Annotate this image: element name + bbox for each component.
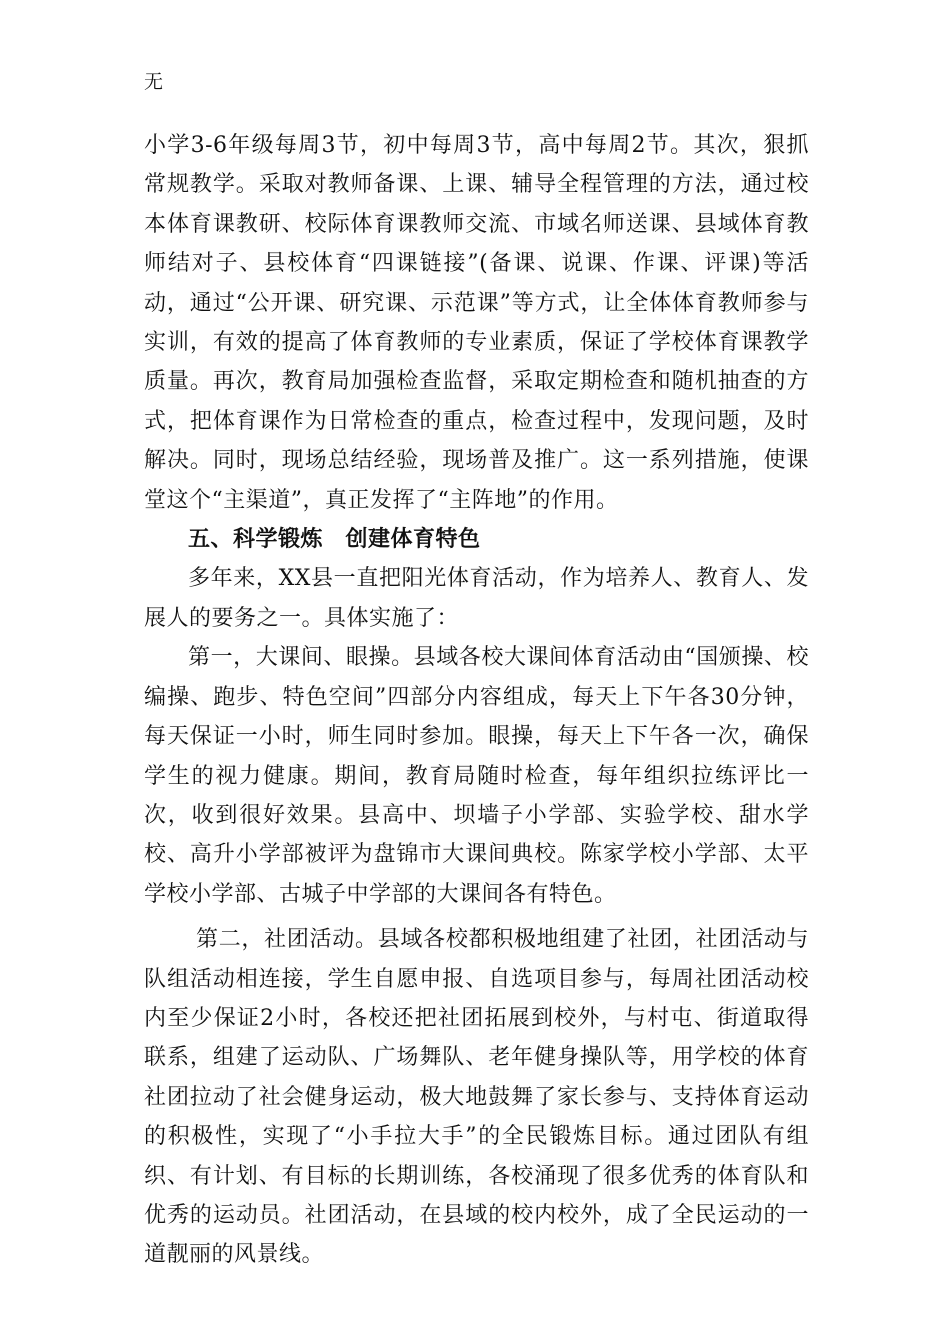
header-mark: 无 (144, 71, 164, 93)
paragraph-intro: 多年来，XX县一直把阳光体育活动，作为培养人、教育人、发展人的要务之一。具体实施了： (144, 566, 809, 631)
document-body (144, 126, 809, 1275)
paragraph-second-item: 第二，社团活动。县域各校都积极地组建了社团，社团活动与队组活动相连接，学生自愿申报、自选项目参与，每周社团活动校内至少保证2小时，各校还把社团拓展到校外，与村屯、街道取得联系，组建了运动队、广场舞队、老年健身操队等，用学校的体育社团拉动了社会健身运动，极大地鼓舞了家长参与、支持体育运动的积极性，实现了“小手拉大手”的全民锻炼目标。通过团队有组织、有计划、有目标的长期训练，各校涌现了很多优秀的体育队和优秀的运动员。社团活动，在县域的校内校外，成了全民运动的一道靓丽的风景线。 (144, 927, 809, 1268)
paragraph-continuation: 小学3-6年级每周3节，初中每周3节，高中每周2节。其次，狠抓常规教学。采取对教师备课、上课、辅导全程管理的方法，通过校本体育课教研、校际体育课教师交流、市域名师送课、县域体育教师结对子、县校体育“四课链接”(备课、说课、作课、评课)等活动，通过“公开课、研究课、示范课”等方式，让全体体育教师参与实训，有效的提高了体育教师的专业素质，保证了学校体育课教学质量。再次，教育局加强检查监督，采取定期检查和随机抽查的方式，把体育课作为日常检查的重点，检查过程中，发现问题，及时解决。同时，现场总结经验，现场普及推广。这一系列措施，使课堂这个“主渠道”，真正发挥了“主阵地”的作用。 (144, 133, 809, 513)
section-heading: 五、科学锻炼 创建体育特色 (188, 526, 481, 553)
paragraph-first-item: 第一，大课间、眼操。县域各校大课间体育活动由“国颁操、校编操、跑步、特色空间”四部分内容组成，每天上下午各30分钟，每天保证一小时，师生同时参加。眼操，每天上下午各一次，确保学生的视力健康。期间，教育局随时检查，每年组织拉练评比一次，收到很好效果。县高中、坝墙子小学部、实验学校、甜水学校、高升小学部被评为盘锦市大课间典校。陈家学校小学部、太平学校小学部、古城子中学部的大课间各有特色。 (144, 645, 809, 907)
